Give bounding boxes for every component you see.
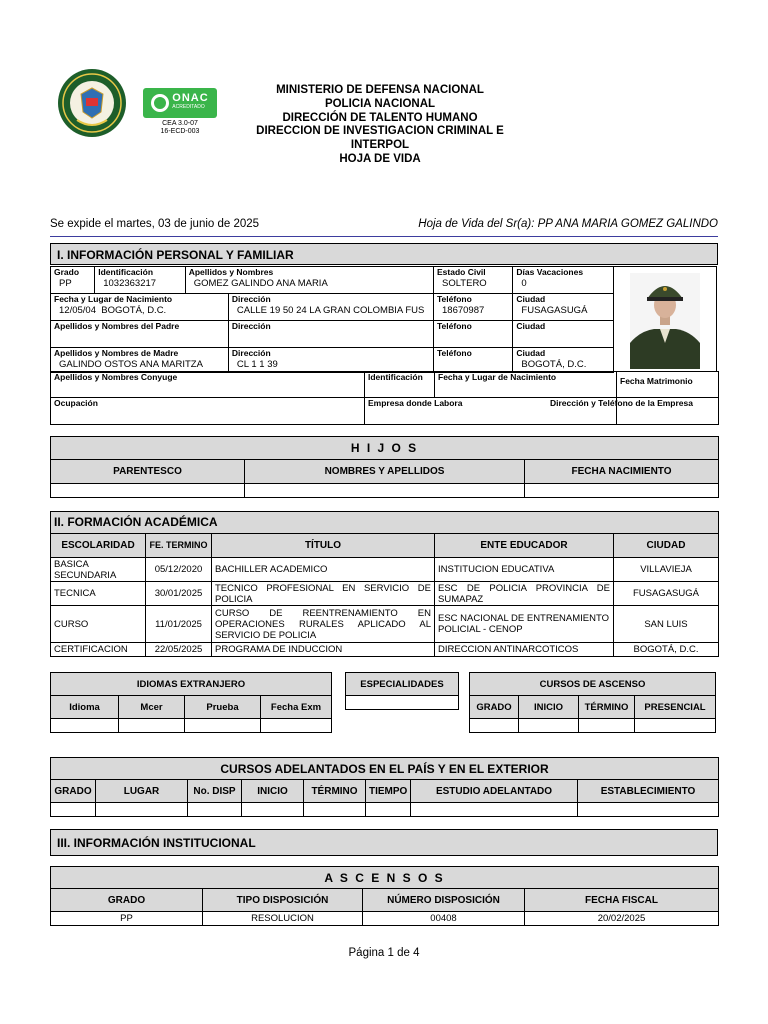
cell-id: Identificación 1032363217: [95, 267, 185, 294]
idiomas-title: IDIOMAS EXTRANJERO: [51, 673, 332, 696]
header-line-2: POLICIA NACIONAL: [324, 97, 436, 110]
cell-spouse-id: Identificación: [365, 372, 435, 398]
table-row: CERTIFICACION 22/05/2025 PROGRAMA DE INDUCCION DIRECCION ANTINARCOTICOS BOGOTÁ, D.C.: [51, 643, 719, 657]
acad-col-ciudad: CIUDAD: [614, 534, 719, 558]
hijos-col-fecha: FECHA NACIMIENTO: [525, 460, 719, 484]
vac-value: 0: [521, 278, 527, 289]
section-institucional-title: III. INFORMACIÓN INSTITUCIONAL: [50, 829, 718, 856]
cell-father-city: Ciudad: [513, 321, 614, 348]
cell-names: Apellidos y Nombres GOMEZ GALINDO ANA MARIA: [185, 267, 433, 294]
idiomas-col-prueba: Prueba: [185, 696, 261, 719]
cursos-col-lugar: LUGAR: [96, 780, 188, 803]
section-academic-title: II. FORMACIÓN ACADÉMICA: [51, 512, 719, 534]
grado-value: PP: [59, 278, 72, 289]
id-value: 1032363217: [103, 278, 157, 289]
spouse-table: [50, 371, 719, 425]
hijos-title: H I J O S: [51, 437, 719, 460]
acad-col-ente: ENTE EDUCADOR: [435, 534, 614, 558]
table-row: BASICA SECUNDARIA 05/12/2020 BACHILLER ACADEMICO INSTITUCION EDUCATIVA VILLAVIEJA: [51, 558, 719, 582]
header-line-6: HOJA DE VIDA: [339, 152, 421, 165]
cell-father-tel: Teléfono: [434, 321, 513, 348]
cell-city: Ciudad FUSAGASUGÁ: [513, 294, 614, 321]
table-row: PP RESOLUCION 00408 20/02/2025: [51, 912, 719, 926]
onac-code-1: CEA 3.0-07: [162, 120, 198, 127]
cell-vac: Días Vacaciones 0: [513, 267, 614, 294]
cell-grado: Grado PP: [51, 267, 95, 294]
especialidades-title: ESPECIALIDADES: [346, 673, 459, 696]
onac-ring-icon: [151, 94, 169, 112]
header-line-1: MINISTERIO DE DEFENSA NACIONAL: [276, 84, 484, 96]
police-seal: [57, 68, 127, 138]
mother-city-value: BOGOTÁ, D.C.: [521, 359, 587, 370]
header-divider: [50, 236, 718, 237]
academic-table: [50, 511, 719, 657]
cell-spouse-birth: Fecha y Lugar de Nacimiento: [435, 372, 617, 398]
header-line-4: DIRECCION DE INVESTIGACION CRIMINAL E: [256, 125, 504, 138]
cursos-col-estudio: ESTUDIO ADELANTADO: [411, 780, 578, 803]
hijos-table: [50, 436, 719, 498]
ascensos-table: [50, 866, 719, 926]
cursos-col-grado: GRADO: [51, 780, 96, 803]
page-number: Página 1 de 4: [348, 947, 420, 959]
ascensos-col-grado: GRADO: [51, 889, 203, 912]
cell-mother-addr: Dirección CL 1 1 39: [228, 348, 433, 373]
cell-spouse: Apellidos y Nombres Conyuge: [51, 372, 365, 398]
birth-place: BOGOTÁ, D.C.: [101, 305, 167, 316]
cell-occupation: Ocupación: [51, 398, 365, 425]
cell-birth: Fecha y Lugar de Nacimiento 12/05/04 BOGOTÁ, D.C.: [51, 294, 229, 321]
onac-sub: ACREDITADO: [172, 104, 205, 110]
person-photo: [630, 273, 700, 369]
acad-col-fecha: FE. TERMINO: [146, 534, 212, 558]
cell-tel: Teléfono 18670987: [434, 294, 513, 321]
header-line-5: INTERPOL: [350, 139, 410, 152]
cursos-pais-title: CURSOS ADELANTADOS EN EL PAÍS Y EN EL EXTERIOR: [51, 758, 719, 780]
ascensos-col-numero: NÚMERO DISPOSICIÓN: [363, 889, 525, 912]
cell-addr: Dirección CALLE 19 50 24 LA GRAN COLOMBIA FUS: [228, 294, 433, 321]
cell-mother: Apellidos y Nombres de Madre GALINDO OSTOS ANA MARITZA: [51, 348, 229, 373]
issue-date: Se expide el martes, 03 de junio de 2025: [50, 218, 260, 230]
ascensos-col-fecha: FECHA FISCAL: [525, 889, 719, 912]
mother-value: GALINDO OSTOS ANA MARITZA: [59, 359, 203, 370]
city-value: FUSAGASUGÁ: [521, 305, 588, 316]
idiomas-col-idioma: Idioma: [51, 696, 119, 719]
cell-company: Empresa donde Labora: [365, 398, 617, 425]
hv-title: Hoja de Vida del Sr(a): PP ANA MARIA GOMEZ GALINDO: [418, 218, 718, 230]
ascenso-col-inicio: INICIO: [519, 696, 579, 719]
cursos-ascenso-title: CURSOS DE ASCENSO: [470, 673, 716, 696]
cursos-pais-table: [50, 757, 719, 817]
cell-father-addr: Dirección: [228, 321, 433, 348]
ascensos-col-tipo: TIPO DISPOSICIÓN: [203, 889, 363, 912]
ascensos-title: A S C E N S O S: [51, 867, 719, 889]
idiomas-col-fecha: Fecha Exm: [261, 696, 332, 719]
onac-code-2: 16-ECD-003: [160, 128, 200, 135]
photo-frame: [614, 266, 717, 372]
cell-company-addr: Dirección y Teléfono de la Empresa: [617, 398, 719, 425]
idiomas-col-mcer: Mcer: [119, 696, 185, 719]
acad-col-escolaridad: ESCOLARIDAD: [51, 534, 146, 558]
ascenso-col-presencial: PRESENCIAL: [635, 696, 716, 719]
header-line-3: DIRECCIÓN DE TALENTO HUMANO: [282, 111, 478, 124]
personal-table: [50, 266, 614, 373]
cursos-ascenso-table: [469, 672, 716, 733]
hijos-col-parentesco: PARENTESCO: [51, 460, 245, 484]
ministry-header: [230, 84, 530, 167]
idiomas-table: [50, 672, 332, 733]
cursos-col-tiempo: TIEMPO: [366, 780, 411, 803]
section-personal-title: I. INFORMACIÓN PERSONAL Y FAMILIAR: [50, 243, 718, 265]
cell-marriage: Fecha Matrimonio: [617, 372, 719, 398]
names-value: GOMEZ GALINDO ANA MARIA: [193, 278, 328, 289]
hijos-col-nombres: NOMBRES Y APELLIDOS: [245, 460, 525, 484]
cell-mother-city: Ciudad BOGOTÁ, D.C.: [513, 348, 614, 373]
acad-col-titulo: TÍTULO: [212, 534, 435, 558]
table-row: TECNICA 30/01/2025 TECNICO PROFESIONAL EN SERVICIO DE POLICIA ESC DE POLICIA PROVINCIA DE SUMAPAZ FUSAGASUGÁ: [51, 582, 719, 606]
cell-father: Apellidos y Nombres del Padre: [51, 321, 229, 348]
ascenso-col-grado: GRADO: [470, 696, 519, 719]
cursos-col-ndisp: No. DISP: [188, 780, 242, 803]
cursos-col-inicio: INICIO: [242, 780, 304, 803]
onac-brand: ONAC: [172, 92, 209, 104]
cell-civil: Estado Civil SOLTERO: [434, 267, 513, 294]
ascenso-col-termino: TÉRMINO: [579, 696, 635, 719]
onac-logo: [143, 88, 217, 138]
cursos-col-termino: TÉRMINO: [304, 780, 366, 803]
addr-value: CALLE 19 50 24 LA GRAN COLOMBIA FUS: [236, 305, 425, 316]
especialidades-table: [345, 672, 459, 710]
civil-value: SOLTERO: [442, 278, 487, 289]
cell-mother-tel: Teléfono: [434, 348, 513, 373]
mother-addr-value: CL 1 1 39: [236, 359, 278, 370]
cursos-col-establecimiento: ESTABLECIMIENTO: [578, 780, 719, 803]
table-row: CURSO 11/01/2025 CURSO DE REENTRENAMIENTO EN OPERACIONES RURALES APLICADO AL SERVICIO DE POLICIA ESC NACIONAL DE ENTRENAMIENTO POLICIAL - CENOP SAN LUIS: [51, 606, 719, 643]
birth-date: 12/05/04: [59, 305, 96, 316]
tel-value: 18670987: [442, 305, 485, 316]
